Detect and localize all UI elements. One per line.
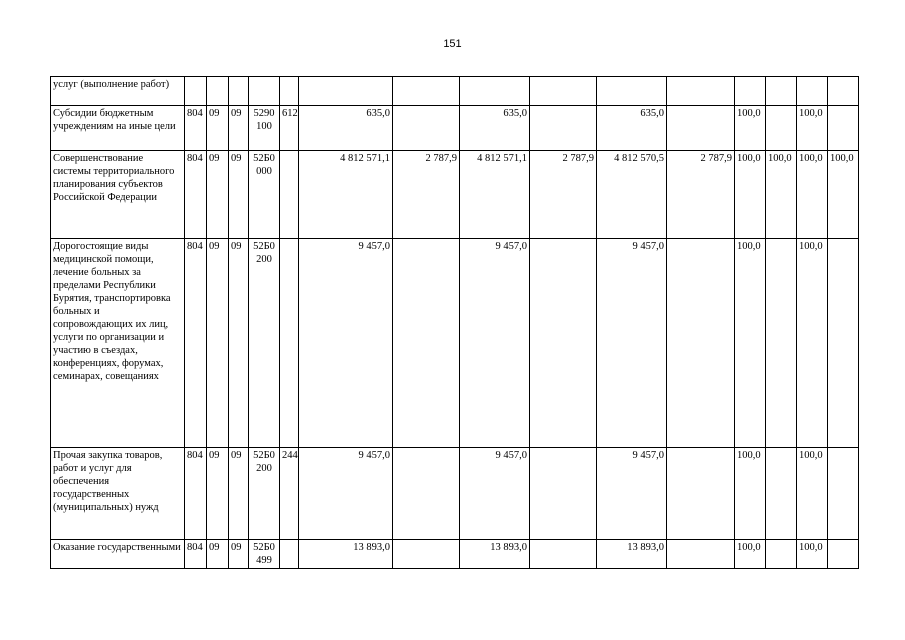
table-row bbox=[51, 77, 859, 106]
row-name: Субсидии бюджетным учреждениям на иные цели bbox=[51, 106, 185, 151]
planned-total: 9 457,0 bbox=[460, 239, 530, 448]
approved-total: 9 457,0 bbox=[299, 448, 393, 540]
table-row bbox=[51, 448, 859, 540]
approved-total: 13 893,0 bbox=[299, 540, 393, 569]
target-article-code: 52Б0 499 bbox=[249, 540, 280, 569]
table-row bbox=[51, 239, 859, 448]
subsection-code bbox=[229, 77, 249, 106]
subsection-code: 09 bbox=[229, 540, 249, 569]
percent-3: 100,0 bbox=[797, 106, 828, 151]
expense-type-code bbox=[280, 77, 299, 106]
row-name: Дорогостоящие виды медицинской помощи, лечение больных за пределами Республики Бурятия, транспортировка больных и сопровождающих их лиц, услуги по организации и участию в съездах, конференциях, форумах, семинарах, совещаниях bbox=[51, 239, 185, 448]
percent-2 bbox=[766, 448, 797, 540]
ved-code: 804 bbox=[185, 540, 207, 569]
percent-4 bbox=[828, 448, 859, 540]
approved-subventions: 2 787,9 bbox=[393, 151, 460, 239]
expense-type-code bbox=[280, 151, 299, 239]
percent-2 bbox=[766, 77, 797, 106]
percent-1: 100,0 bbox=[735, 106, 766, 151]
executed-total: 13 893,0 bbox=[597, 540, 667, 569]
subsection-code: 09 bbox=[229, 151, 249, 239]
percent-3: 100,0 bbox=[797, 540, 828, 569]
row-name: Прочая закупка товаров, работ и услуг для обеспечения государственных (муниципальных) нужд bbox=[51, 448, 185, 540]
planned-subventions bbox=[530, 77, 597, 106]
ved-code: 804 bbox=[185, 151, 207, 239]
approved-total: 9 457,0 bbox=[299, 239, 393, 448]
executed-subventions bbox=[667, 77, 735, 106]
approved-subventions bbox=[393, 77, 460, 106]
section-code: 09 bbox=[207, 540, 229, 569]
expense-type-code: 612 bbox=[280, 106, 299, 151]
subsection-code: 09 bbox=[229, 239, 249, 448]
expense-type-code: 244 bbox=[280, 448, 299, 540]
percent-3: 100,0 bbox=[797, 448, 828, 540]
planned-subventions bbox=[530, 106, 597, 151]
percent-1 bbox=[735, 77, 766, 106]
approved-subventions bbox=[393, 448, 460, 540]
planned-total bbox=[460, 77, 530, 106]
approved-subventions bbox=[393, 239, 460, 448]
section-code: 09 bbox=[207, 106, 229, 151]
executed-subventions bbox=[667, 239, 735, 448]
planned-total: 635,0 bbox=[460, 106, 530, 151]
approved-subventions bbox=[393, 540, 460, 569]
expense-type-code bbox=[280, 540, 299, 569]
ved-code: 804 bbox=[185, 106, 207, 151]
subsection-code: 09 bbox=[229, 106, 249, 151]
page-number: 151 bbox=[443, 38, 462, 50]
executed-subventions bbox=[667, 106, 735, 151]
ved-code: 804 bbox=[185, 239, 207, 448]
target-article-code: 52Б0 000 bbox=[249, 151, 280, 239]
percent-2 bbox=[766, 540, 797, 569]
executed-total: 9 457,0 bbox=[597, 448, 667, 540]
section-code bbox=[207, 77, 229, 106]
target-article-code bbox=[249, 77, 280, 106]
percent-1: 100,0 bbox=[735, 239, 766, 448]
percent-2 bbox=[766, 239, 797, 448]
section-code: 09 bbox=[207, 239, 229, 448]
target-article-code: 5290 100 bbox=[249, 106, 280, 151]
row-name: услуг (выполнение работ) bbox=[51, 77, 185, 106]
approved-subventions bbox=[393, 106, 460, 151]
executed-subventions bbox=[667, 448, 735, 540]
percent-3 bbox=[797, 77, 828, 106]
planned-subventions bbox=[530, 540, 597, 569]
section-code: 09 bbox=[207, 151, 229, 239]
executed-total: 9 457,0 bbox=[597, 239, 667, 448]
ved-code bbox=[185, 77, 207, 106]
executed-total: 4 812 570,5 bbox=[597, 151, 667, 239]
planned-subventions bbox=[530, 239, 597, 448]
approved-total: 4 812 571,1 bbox=[299, 151, 393, 239]
percent-2: 100,0 bbox=[766, 151, 797, 239]
section-code: 09 bbox=[207, 448, 229, 540]
planned-subventions: 2 787,9 bbox=[530, 151, 597, 239]
percent-4 bbox=[828, 77, 859, 106]
executed-total: 635,0 bbox=[597, 106, 667, 151]
planned-total: 9 457,0 bbox=[460, 448, 530, 540]
ved-code: 804 bbox=[185, 448, 207, 540]
row-name: Оказание государственными bbox=[51, 540, 185, 569]
percent-4: 100,0 bbox=[828, 151, 859, 239]
planned-total: 4 812 571,1 bbox=[460, 151, 530, 239]
planned-total: 13 893,0 bbox=[460, 540, 530, 569]
percent-3: 100,0 bbox=[797, 151, 828, 239]
percent-4 bbox=[828, 239, 859, 448]
budget-table bbox=[50, 76, 859, 569]
percent-3: 100,0 bbox=[797, 239, 828, 448]
subsection-code: 09 bbox=[229, 448, 249, 540]
percent-2 bbox=[766, 106, 797, 151]
percent-1: 100,0 bbox=[735, 151, 766, 239]
expense-type-code bbox=[280, 239, 299, 448]
approved-total: 635,0 bbox=[299, 106, 393, 151]
percent-1: 100,0 bbox=[735, 448, 766, 540]
table-row bbox=[51, 151, 859, 239]
percent-4 bbox=[828, 540, 859, 569]
executed-subventions: 2 787,9 bbox=[667, 151, 735, 239]
percent-1: 100,0 bbox=[735, 540, 766, 569]
approved-total bbox=[299, 77, 393, 106]
table-row bbox=[51, 106, 859, 151]
executed-total bbox=[597, 77, 667, 106]
target-article-code: 52Б0 200 bbox=[249, 448, 280, 540]
planned-subventions bbox=[530, 448, 597, 540]
row-name: Совершенствование системы территориального планирования субъектов Российской Федерации bbox=[51, 151, 185, 239]
executed-subventions bbox=[667, 540, 735, 569]
percent-4 bbox=[828, 106, 859, 151]
table-row bbox=[51, 540, 859, 569]
target-article-code: 52Б0 200 bbox=[249, 239, 280, 448]
